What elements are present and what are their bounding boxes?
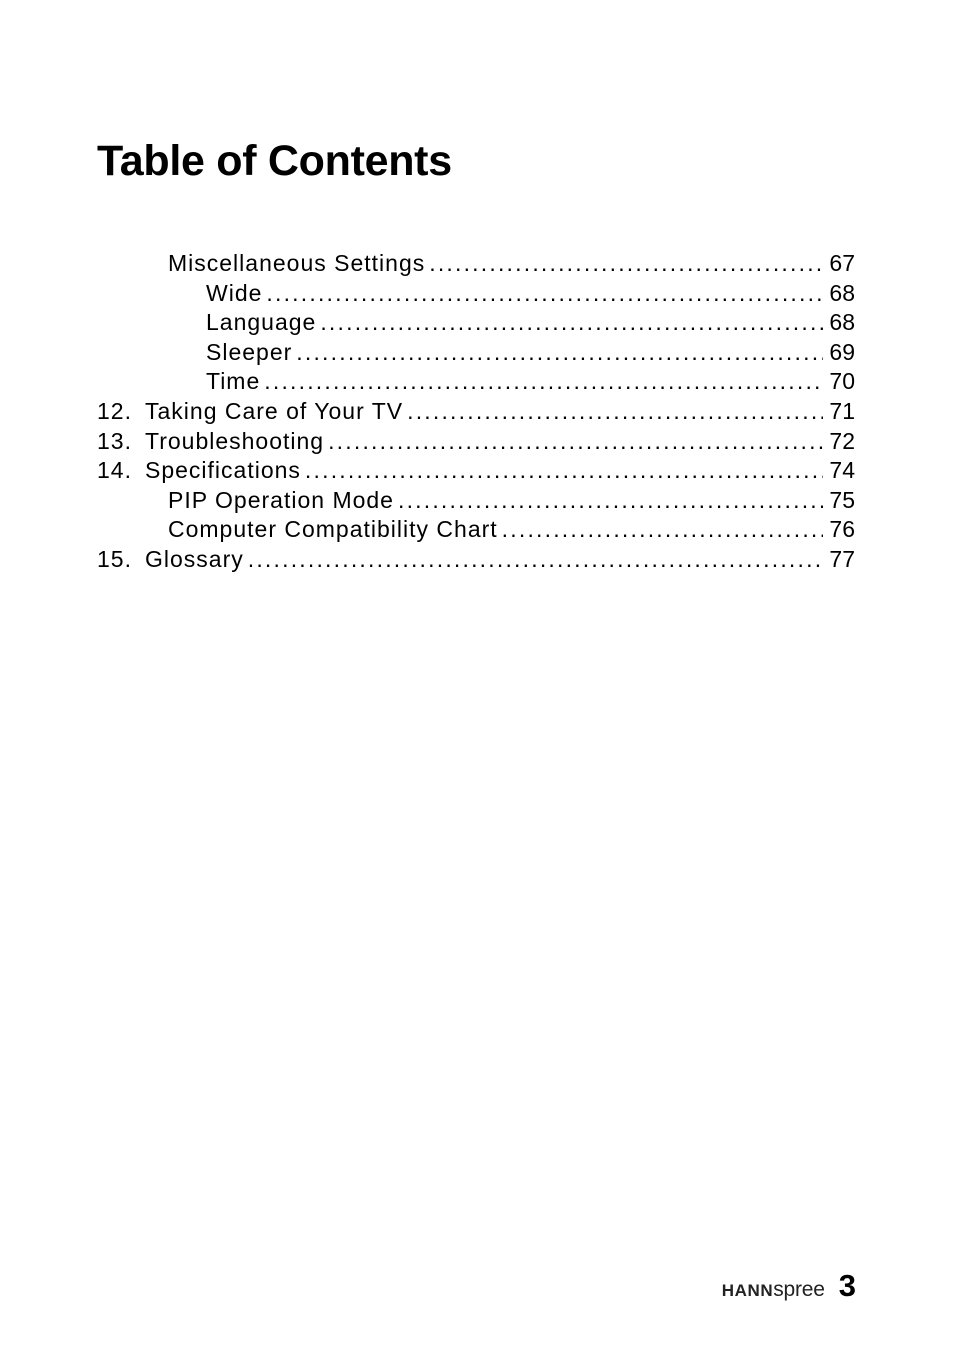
toc-entry-label: Time [206,368,261,395]
toc-page-number: 77 [829,545,855,572]
toc-entry-label: Troubleshooting [145,427,325,454]
dot-leader [429,250,823,277]
page-footer [722,1268,856,1304]
toc-page-number: 75 [829,486,855,513]
dot-leader [320,309,823,336]
dot-leader [266,280,823,307]
toc-chapter-number: 13. [97,427,132,454]
dot-leader [305,457,823,484]
toc-entry-label: Glossary [145,545,244,572]
toc-entry-label: Specifications [145,457,301,484]
toc-page-number: 70 [829,368,855,395]
toc-page-number: 68 [829,309,855,336]
toc-chapter-number: 12. [97,397,132,424]
toc-page-number: 76 [829,516,855,543]
dot-leader [264,368,823,395]
toc-entry-miscellaneous-settings[interactable] [97,250,855,280]
toc-entry-label: Language [206,309,317,336]
toc-entry-specifications[interactable] [97,457,855,487]
hannspree-logo [722,1278,825,1302]
toc-entry-label: Wide [206,279,263,306]
dot-leader [328,428,823,455]
toc-chapter-number: 15. [97,545,132,572]
toc-entry-taking-care-of-your-tv[interactable] [97,398,855,428]
toc-page-number: 67 [829,250,855,276]
toc-entry-label: Taking Care of Your TV [145,397,404,424]
toc-entry-label: Miscellaneous Settings [168,250,426,276]
toc-entry-label: Sleeper [206,338,293,365]
toc-page-number: 69 [829,338,855,365]
toc-entry-wide[interactable] [97,280,855,310]
toc-page-number: 74 [829,457,855,484]
toc-entry-troubleshooting[interactable] [97,428,855,458]
dot-leader [296,339,823,366]
toc-page-number: 71 [829,397,855,424]
toc-entry-language[interactable] [97,309,855,339]
dot-leader [407,398,823,425]
toc-entry-label: PIP Operation Mode [168,486,394,513]
dot-leader [398,487,823,514]
brand-name-strong: HANN [721,1281,774,1300]
toc-entry-glossary[interactable] [97,546,855,576]
page-title: Table of Contents [97,137,452,185]
toc-entry-pip-operation-mode[interactable] [97,487,855,517]
dot-leader [248,546,824,573]
toc-entry-label: Computer Compatibility Chart [168,516,498,543]
dot-leader [502,516,824,543]
brand-name-light: spree [773,1278,825,1301]
toc-entry-sleeper[interactable] [97,339,855,369]
toc-entry-computer-compatibility-chart[interactable] [97,516,855,546]
toc-page-number: 72 [829,427,855,454]
toc-page-number: 68 [829,279,855,306]
page-number: 3 [838,1268,856,1303]
table-of-contents [97,250,855,576]
toc-chapter-number: 14. [97,457,132,484]
toc-entry-time[interactable] [97,368,855,398]
